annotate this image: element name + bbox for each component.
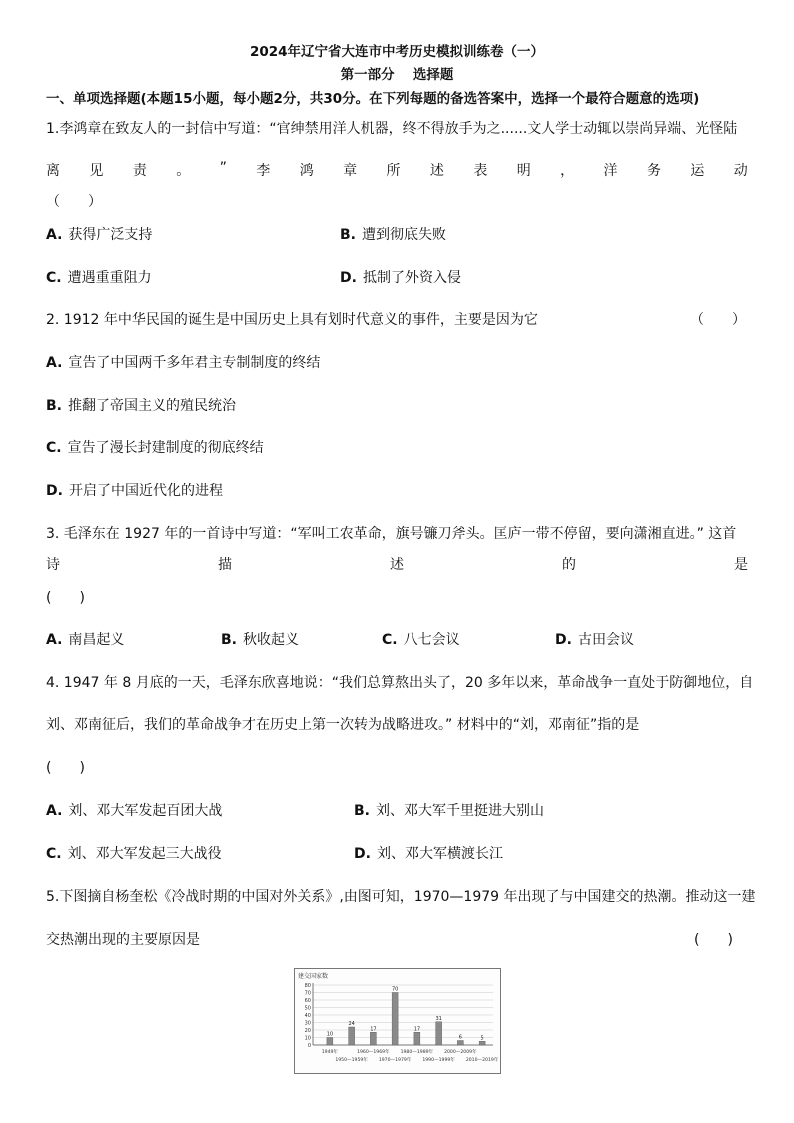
q1-line2-word: 明: [516, 163, 531, 179]
option-text: 宣告了漫长封建制度的彻底终结: [67, 440, 264, 456]
y-tick-label: 0: [307, 1043, 311, 1049]
option-text: 刘、邓大军千里挺进大别山: [376, 803, 544, 819]
q4-option-c[interactable]: [46, 843, 222, 863]
bar-value-label: 24: [348, 1021, 355, 1027]
chart-svg: [295, 969, 500, 1073]
q3-line2-word: 诗: [46, 557, 60, 573]
q1-option-b[interactable]: [340, 224, 446, 244]
option-letter: B.: [46, 398, 62, 414]
y-tick-label: 40: [304, 1013, 311, 1019]
y-tick-label: 50: [304, 1005, 311, 1012]
y-tick-label: 70: [304, 990, 311, 997]
q1-option-a[interactable]: [46, 224, 152, 244]
y-tick-label: 20: [304, 1028, 311, 1034]
q2-option-c[interactable]: [46, 437, 264, 457]
option-text: 秋收起义: [243, 632, 299, 648]
q1-line2-word: ，: [560, 163, 575, 179]
q4-option-d[interactable]: [354, 843, 503, 863]
option-letter: A.: [46, 632, 63, 648]
q2-stem: 2. 1912 年中华民国的诞生是中国历史上具有划时代意义的事件，主要是因为它: [46, 312, 538, 328]
y-tick-label: 60: [304, 998, 311, 1004]
option-text: 古田会议: [577, 632, 634, 648]
x-tick-label: 1949年: [321, 1050, 339, 1055]
q3-answer-paren: ( ): [46, 590, 85, 606]
option-text: 遭遇重重阻力: [67, 270, 152, 286]
q3-option-c[interactable]: [382, 629, 460, 649]
option-letter: D.: [555, 632, 572, 648]
q2-option-d[interactable]: [46, 480, 223, 500]
q5-stem-line2: 交热潮出现的主要原因是: [46, 932, 200, 948]
y-tick-label: 80: [304, 983, 311, 989]
q3-line2-word: 的: [562, 557, 576, 573]
q1-line2-word: 表: [473, 163, 488, 179]
option-text: 刘、邓大军发起百团大战: [68, 803, 223, 819]
bar-value-label: 10: [326, 1031, 334, 1038]
q1-line2-word: 鸿: [299, 163, 314, 179]
q1-line2-word: 所: [386, 163, 401, 179]
option-letter: A.: [46, 803, 63, 819]
option-text: 遭到彻底失败: [362, 227, 446, 243]
option-letter: D.: [354, 846, 371, 862]
q2-answer-paren: （ ）: [690, 312, 746, 328]
q1-option-c[interactable]: [46, 267, 152, 287]
bar-value-label: 5: [480, 1035, 484, 1042]
option-letter: A.: [46, 227, 63, 243]
option-text: 刘、邓大军发起三大战役: [67, 846, 222, 862]
option-text: 南昌起义: [68, 632, 125, 648]
q4-option-a[interactable]: [46, 800, 222, 820]
q1-line2-word: 运: [690, 163, 705, 179]
q1-answer-paren: （ ）: [46, 194, 102, 210]
q3-stem-line1: 3. 毛泽东在 1927 年的一首诗中写道：“军叫工农革命，旗号镰刀斧头。匡庐一带不停留，要向潇湘直进。” 这首: [46, 526, 737, 542]
q5-answer-paren: ( ): [694, 932, 733, 948]
option-letter: D.: [340, 270, 357, 286]
option-letter: C.: [46, 440, 62, 456]
q4-answer-paren: ( ): [46, 760, 85, 776]
option-text: 宣告了中国两千多年君主专制制度的终结: [68, 355, 321, 371]
x-tick-label: 1960—1969年: [357, 1050, 390, 1055]
option-text: 开启了中国近代化的进程: [68, 483, 223, 499]
q1-line2-word: 李: [256, 163, 271, 179]
bar: [436, 1022, 442, 1045]
option-text: 获得广泛支持: [68, 227, 153, 243]
q1-line2-word: 述: [429, 163, 444, 179]
option-text: 抵制了外资入侵: [362, 270, 461, 286]
bar: [479, 1041, 485, 1045]
bar: [327, 1038, 333, 1046]
q1-stem-line2: [46, 160, 748, 180]
x-tick-label: 2000—2009年: [444, 1050, 477, 1055]
q3-option-a[interactable]: [46, 629, 124, 649]
q1-line2-word: ”: [219, 160, 227, 176]
q3-stem-line2: [46, 554, 748, 574]
q1-option-d[interactable]: [340, 267, 461, 287]
q1-line2-word: 责: [132, 163, 147, 179]
q1-line2-word: 章: [343, 163, 358, 179]
bar: [392, 993, 398, 1046]
bar-value-label: 17: [413, 1026, 421, 1033]
option-text: 刘、邓大军横渡长江: [376, 846, 503, 862]
q4-stem-line2: 刘、邓南征后，我们的革命战争才在历史上第一次转为战略进攻。” 材料中的“刘，邓南征”指的是: [46, 717, 640, 733]
q3-line2-word: 述: [390, 557, 404, 573]
bar: [370, 1032, 376, 1045]
bar-value-label: 70: [391, 986, 399, 993]
exam-title: 2024年辽宁省大连市中考历史模拟训练卷（一）: [249, 44, 545, 60]
option-letter: B.: [221, 632, 237, 648]
q4-stem-line1: 4. 1947 年 8 月底的一天，毛泽东欣喜地说：“我们总算熬出头了，20 多年以来，革命战争一直处于防御地位，自: [46, 675, 754, 691]
x-tick-label: 1950—1959年: [335, 1058, 368, 1063]
bar: [457, 1041, 463, 1046]
q3-line2-word: 是: [734, 557, 748, 573]
x-tick-label: 1990—1999年: [422, 1058, 455, 1063]
y-tick-label: 30: [304, 1020, 311, 1027]
bar-value-label: 31: [435, 1015, 442, 1022]
bar: [349, 1027, 355, 1045]
option-letter: C.: [46, 846, 62, 862]
q1-line2-word: 务: [646, 163, 661, 179]
q3-line2-word: 描: [218, 557, 232, 573]
q1-stem-line1: 1.李鸿章在致友人的一封信中写道：“官绅禁用洋人机器，终不得放手为之......文人学士动辄以崇尚异端、光怪陆: [46, 121, 738, 137]
option-text: 八七会议: [403, 632, 460, 648]
q3-option-d[interactable]: [555, 629, 634, 649]
q1-line2-word: 。: [176, 163, 191, 179]
q1-line2-word: 洋: [603, 163, 618, 179]
q5-stem-line1: 5.下图摘自杨奎松《冷战时期的中国对外关系》,由图可知，1970—1979 年出现了与中国建交的热潮。推动这一建: [46, 889, 756, 905]
chart-title: 建交国家数: [298, 973, 329, 980]
bar-value-label: 6: [458, 1034, 462, 1041]
x-tick-label: 1970—1979年: [378, 1058, 412, 1063]
option-letter: C.: [382, 632, 398, 648]
bar: [414, 1032, 420, 1045]
diplomatic-relations-chart: [294, 968, 501, 1074]
option-letter: B.: [354, 803, 370, 819]
q1-line2-word: 动: [733, 163, 748, 179]
option-letter: A.: [46, 355, 63, 371]
x-tick-label: 2010—2019年: [465, 1058, 499, 1063]
option-letter: D.: [46, 483, 63, 499]
q2-option-b[interactable]: [46, 395, 236, 415]
part-title: 第一部分 选择题: [340, 67, 454, 83]
option-letter: B.: [340, 227, 356, 243]
y-tick-label: 10: [304, 1035, 311, 1042]
section-heading: 一、单项选择题(本题15小题，每小题2分，共30分。在下列每题的备选答案中，选择一个最符合题意的选项): [46, 91, 700, 107]
option-text: 推翻了帝国主义的殖民统治: [68, 398, 236, 414]
option-letter: C.: [46, 270, 62, 286]
q1-line2-word: 离: [46, 163, 60, 179]
q3-option-b[interactable]: [221, 629, 299, 649]
q2-option-a[interactable]: [46, 352, 320, 372]
x-tick-label: 1980—1989年: [400, 1050, 434, 1055]
q4-option-b[interactable]: [354, 800, 544, 820]
q1-line2-word: 见: [89, 163, 104, 179]
bar-value-label: 17: [370, 1026, 377, 1033]
